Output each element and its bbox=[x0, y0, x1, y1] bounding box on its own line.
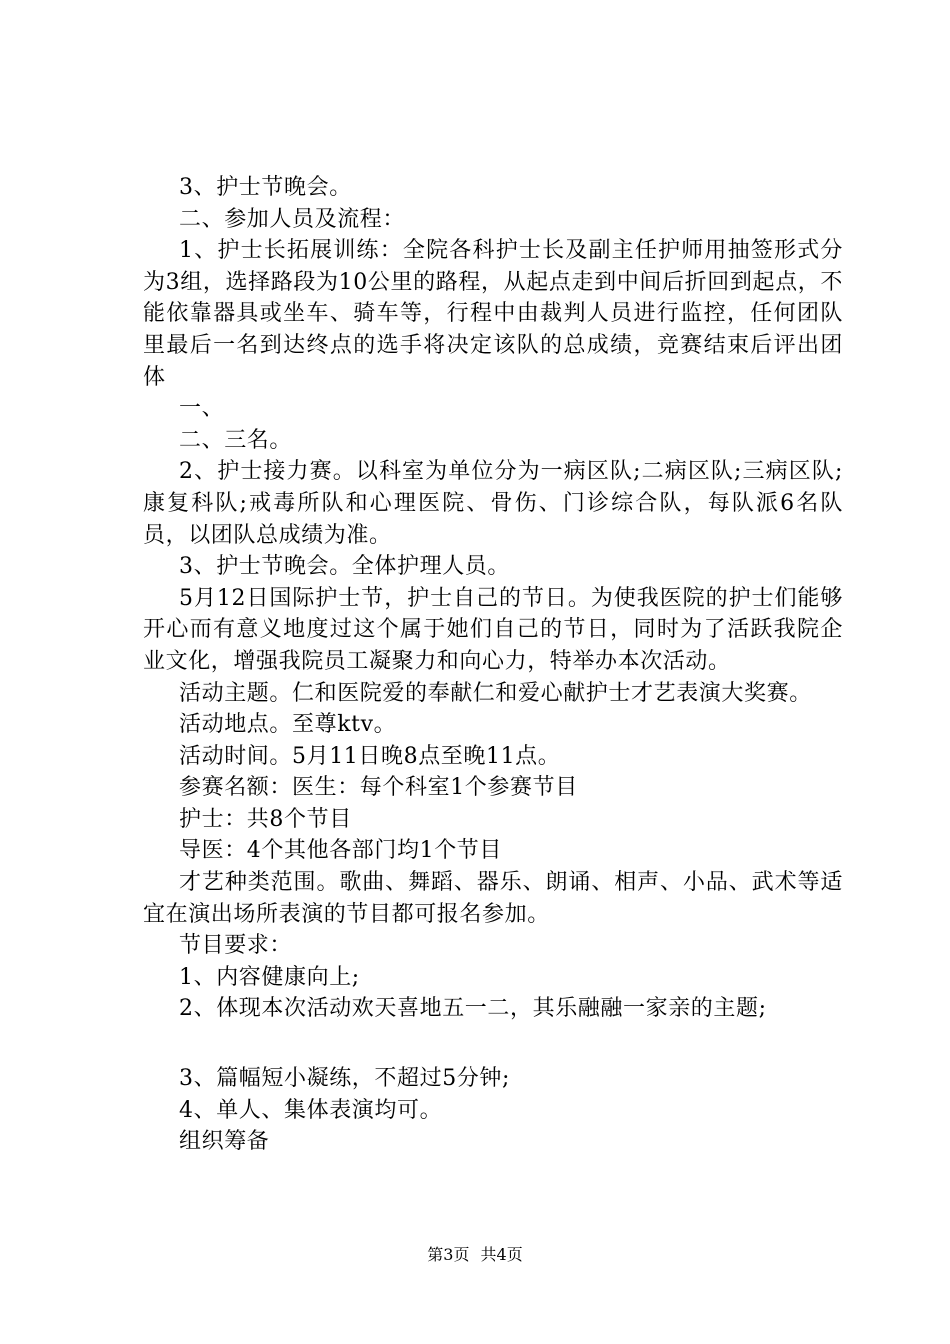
paragraph: 1、内容健康向上; bbox=[179, 964, 360, 990]
paragraph: 参赛名额：医生：每个科室1个参赛节目 bbox=[179, 775, 578, 801]
paragraph: 4、单人、集体表演均可。 bbox=[179, 1097, 443, 1123]
document-body bbox=[143, 172, 843, 1158]
paragraph: 活动地点。至尊ktv。 bbox=[179, 712, 397, 738]
page-total: 共4页 bbox=[480, 1245, 523, 1264]
paragraph: 活动主题。仁和医院爱的奉献仁和爱心献护士才艺表演大奖赛。 bbox=[179, 680, 812, 706]
paragraph-spacer bbox=[143, 1025, 843, 1063]
paragraph: 一、 bbox=[179, 396, 225, 422]
paragraph: 活动时间。5月11日晚8点至晚11点。 bbox=[179, 743, 561, 769]
paragraph: 节目要求： bbox=[179, 933, 293, 959]
paragraph: 1、护士长拓展训练：全院各科护士长及副主任护师用抽签形式分为3组，选择路段为10公里的路程，从起点走到中间后折回到起点，不能依靠器具或坐车、骑车等，行程中由裁判人员进行监控，任何团队里最后一名到达终点的选手将决定该队的总成绩，竞赛结束后评出团体 bbox=[143, 238, 843, 390]
paragraph: 3、护士节晚会。全体护理人员。 bbox=[179, 554, 510, 580]
paragraph: 导医：4个其他各部门均1个节目 bbox=[179, 838, 502, 864]
paragraph: 3、篇幅短小凝练，不超过5分钟; bbox=[179, 1066, 511, 1092]
section-heading: 二、参加人员及流程： bbox=[179, 206, 406, 232]
paragraph: 组织筹备 bbox=[179, 1129, 270, 1155]
page-number: 第3页 bbox=[427, 1245, 470, 1264]
paragraph: 2、体现本次活动欢天喜地五一二，其乐融融一家亲的主题; bbox=[179, 996, 767, 1022]
paragraph: 5月12日国际护士节，护士自己的节日。为使我医院的护士们能够开心而有意义地度过这个属于她们自己的节日，同时为了活跃我院企业文化，增强我院员工凝聚力和向心力，特举办本次活动。 bbox=[143, 585, 843, 674]
paragraph: 才艺种类范围。歌曲、舞蹈、器乐、朗诵、相声、小品、武术等适宜在演出场所表演的节目都可报名参加。 bbox=[143, 870, 843, 927]
paragraph: 2、护士接力赛。以科室为单位分为一病区队;二病区队;三病区队;康复科队;戒毒所队和心理医院、骨伤、门诊综合队，每队派6名队员，以团队总成绩为准。 bbox=[143, 459, 843, 548]
page-footer bbox=[0, 1242, 950, 1265]
paragraph: 二、三名。 bbox=[179, 427, 293, 453]
paragraph: 3、护士节晚会。 bbox=[179, 175, 352, 200]
paragraph: 护士：共8个节目 bbox=[179, 806, 352, 832]
